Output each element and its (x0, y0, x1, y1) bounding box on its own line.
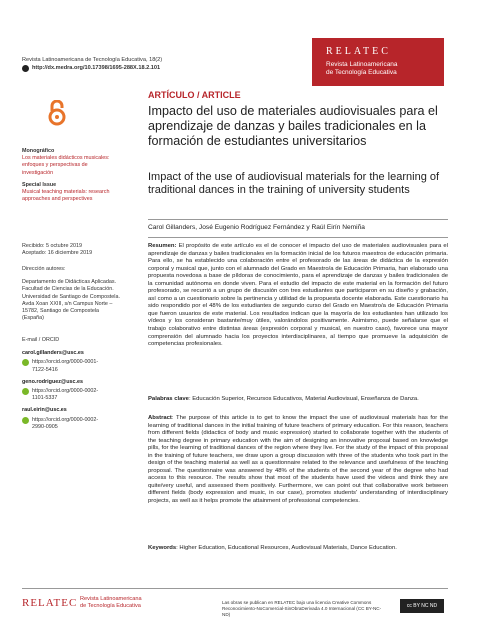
author-email[interactable]: geno.rodriguez@usc.es (22, 378, 83, 385)
email-label: E-mail / ORCID (22, 337, 60, 343)
sidebar-monograph (22, 148, 120, 177)
accepted-date: Aceptado: 16 diciembre 2019 (22, 250, 93, 257)
cc-license-badge[interactable]: cc BY NC ND (400, 599, 444, 613)
brand-name: RELATEC (326, 46, 391, 57)
orcid-link-part: https://orcid.org/0000-0002- (32, 388, 99, 395)
title-english: Impact of the use of audiovisual materials for the learning of traditional dances in the training of university students (148, 171, 440, 197)
footer-subtitle-2: de Tecnología Educativa (80, 603, 141, 609)
orcid-link-part: 2990-0905 (32, 423, 58, 430)
footer-logo: RELATEC (22, 597, 78, 609)
abstract-text: : The purpose of this article is to get to know the impact the use of audiovisual materials has for the learning of traditional dances in the initial training of future teachers of primary education. For this reason, teachers from different fields (didactics of body and music expression) started to collaborate together with the students of the teaching degree in primary education with the aim of designing an innovative proposal based on knowledge pills, for the learning of traditional dances of the region where they live. For the study of the impact of this proposal in the training of future teachers, we draw upon a group discussion with three of the students who took part in the design of the teaching material as well as a questionnaire related to the relevance and usefulness of the teaching proposal. The questionnaire was answered by 48% of the students of the second year of the degree who had access to this resource. The results show that most of the students have used the videos and think they are quite/very useful, and assessed them positively. Furthermore, we can point out that collaborative work between different fields (body expression and music, in our case), promotes students' understanding of interdisciplinary projects, as well as it helps promote the attainment of professional competencies. (148, 415, 448, 505)
monograph-text: Los materiales didácticos musicales: enfoques y perspectivas de investigación (22, 155, 110, 176)
journal-brand-box (312, 38, 444, 86)
special-text: Musical teaching materials: research approaches and perspectives (22, 189, 110, 203)
footer-subtitle-1: Revista Latinoamericana (80, 596, 142, 602)
orcid-link[interactable] (32, 359, 98, 373)
footer-license (222, 600, 382, 618)
author-contact (22, 379, 120, 403)
license-line-1: Las obras se publican en RELATEC bajo una licencia Creative Commons (222, 600, 372, 605)
doi-icon (22, 65, 29, 72)
keywords-text: : Higher Education, Educational Resources, Audiovisual Materials, Dance Education. (176, 545, 397, 551)
sidebar-special (22, 182, 120, 204)
orcid-link[interactable] (32, 388, 98, 402)
orcid-link-part: https://orcid.org/0000-0002- (32, 416, 99, 423)
orcid-icon (22, 417, 29, 424)
sidebar-dates (22, 243, 120, 257)
keywords-block (148, 545, 448, 553)
orcid-icon (22, 359, 29, 366)
doi-link[interactable]: http://dx.medra.org/10.17398/1695-288X.18.2.101 (32, 65, 161, 71)
footer-subtitle (80, 596, 142, 610)
orcid-link[interactable] (32, 417, 98, 431)
abstract-block (148, 415, 448, 506)
sidebar-address (22, 266, 120, 322)
journal-name: Revista Latinoamericana de Tecnología Educativa, 18(2) (22, 57, 163, 63)
sidebar-contacts (22, 337, 120, 431)
brand-subtitle-2: de Tecnología Educativa (326, 69, 397, 76)
journal-info (22, 56, 162, 72)
license-line-2: Reconocimiento-NoComercial-SinObraDerivada 4.0 Internacional (CC BY-NC-ND) (222, 606, 382, 617)
received-date: Recibido: 5 octubre 2019 (22, 243, 82, 249)
author-email[interactable]: carol.gillanders@usc.es (22, 350, 84, 357)
author-contact (22, 350, 120, 374)
palabras-text: : Educación Superior, Recursos Educativos, Material Audiovisual, Enseñanza de Danza. (188, 396, 419, 402)
title-spanish: Impacto del uso de materiales audiovisuales para el aprendizaje de danzas y bailes tradicionales en la formación de estudiantes universitarios (148, 104, 438, 148)
resumen-block (148, 243, 448, 349)
brand-subtitle-1: Revista Latinoamericana (326, 61, 398, 68)
special-label: Special Issue (22, 182, 57, 188)
palabras-label: Palabras clave (148, 396, 189, 402)
orcid-link-part: https://orcid.org/0000-0001- (32, 359, 99, 366)
footer-divider (22, 588, 448, 589)
address-text: Departamento de Didácticas Aplicadas. Facultad de Ciencias de la Educación. Universidad de Santiago de Compostela. Avda Xoan XXIII, s/n Campus Norte – 15782, Santiago de Compostela (España) (22, 279, 120, 322)
resumen-label: Resumen: (148, 243, 177, 249)
author-contact (22, 407, 120, 431)
keywords-label: Keywords (148, 545, 177, 551)
address-label: Dirección autores: (22, 266, 66, 272)
orcid-link-part: 1101-5337 (32, 395, 58, 402)
open-access-icon (46, 100, 68, 126)
orcid-link-part: 7122-5416 (32, 366, 58, 373)
article-authors: Carol Gillanders, José Eugenio Rodríguez Fernández y Raúl Eirín Nemiña (148, 224, 365, 231)
orcid-icon (22, 388, 29, 395)
author-email[interactable]: raul.eirin@usc.es (22, 407, 67, 414)
section-tag: ARTÍCULO / ARTICLE (148, 90, 241, 100)
palabras-block (148, 396, 448, 404)
divider (148, 219, 448, 220)
monograph-label: Monográfico (22, 148, 55, 154)
resumen-text: El propósito de este artículo es el de conocer el impacto del uso de materiales audiovisuales para el aprendizaje de danzas y bailes tradicionales en la formación inicial de los futuros maestros de educación primaria. Para ello, se ha establecido una colaboración entre el profesorado de las áreas de didáctica de la expresión corporal y musical que, junto con el alumnado del Grado en Maestro/a de Educación Primaria, han elaborado una propuesta novedosa a base de píldoras de conocimiento, para el aprendizaje de danzas y bailes tradicionales de la comunidad autónoma en donde viven. Para el estudio del impacto de este material en la formación del futuro profesorado, se recurrió a un grupo de discusión con tres estudiantes que participaron en su diseño y grabación, así como a un cuestionario sobre la pertinencia y utilidad de la propuesta docente elaborada. Este cuestionario ha sido respondido por el 48% de los estudiantes de segundo curso del Grado en Maestro/a de Educación Primaria que fueron usuarios de este material. Los resultados indican que la mayoría de los estudiantes han utilizado los vídeos y los consideran bastante/muy útiles, valorándolos positivamente. Asimismo, puede señalarse que el trabajo colaborativo entre distintas áreas (expresión corporal y musical, en nuestro caso), favorece una mayor comprensión del alumnado hacia los proyectos interdisciplinares, al tiempo que promueve la adquisición de competencias profesionales. (148, 243, 448, 348)
abstract-label: Abstract (148, 415, 172, 421)
divider (148, 237, 448, 238)
